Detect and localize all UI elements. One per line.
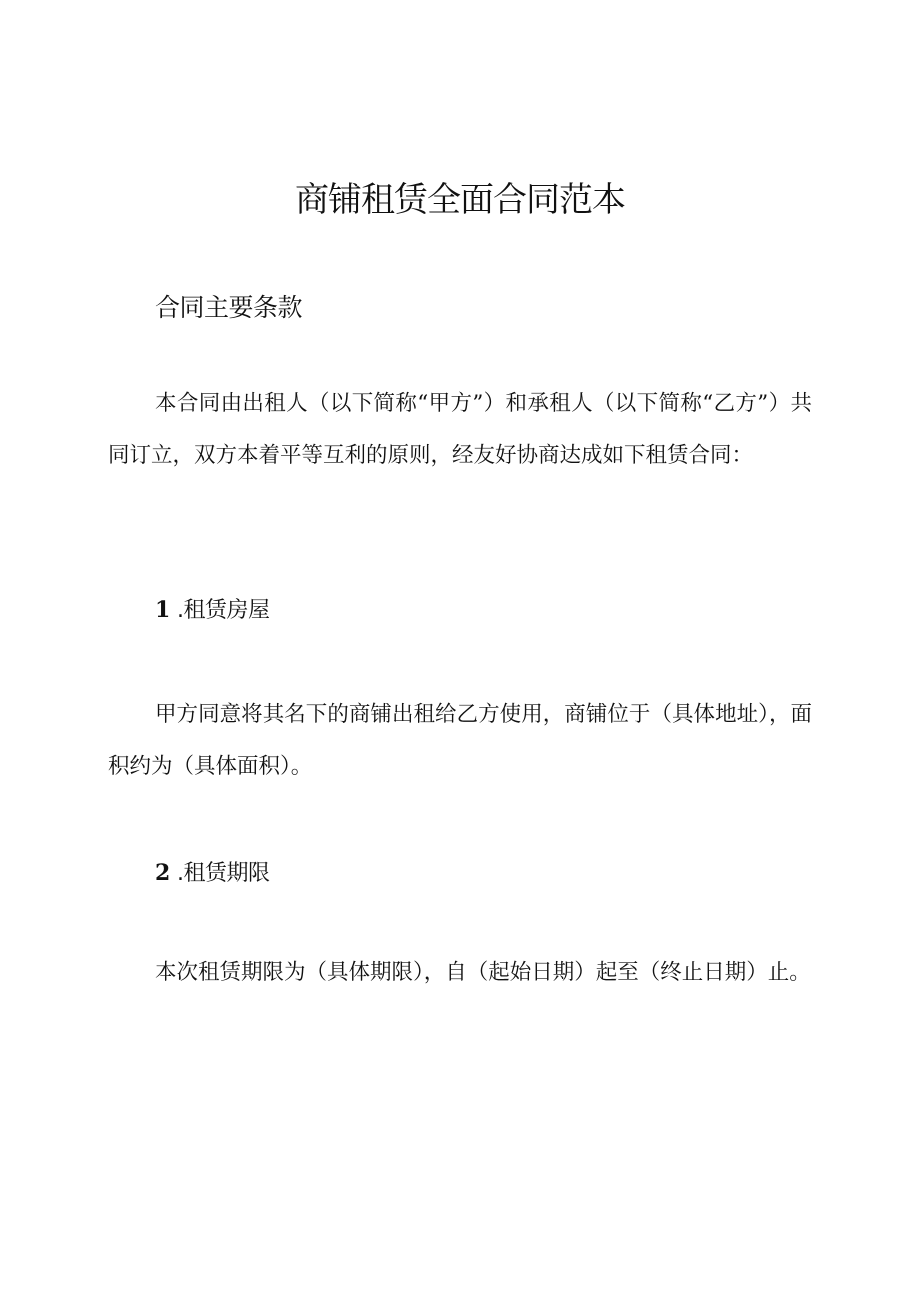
section-heading: 合同主要条款 (155, 293, 303, 322)
intro-paragraph: 本合同由出租人（以下简称“甲方”）和承租人（以下简称“乙方”）共同订立，双方本着平等互利的原则，经友好协商达成如下租赁合同： (108, 391, 812, 468)
clause-body-1: 甲方同意将其名下的商铺出租给乙方使用，商铺位于（具体地址），面积约为（具体面积）。 (108, 702, 812, 779)
clause-number: 1 (155, 597, 171, 623)
document-title: 商铺租赁全面合同范本 (295, 180, 625, 220)
clause-number: 2 (155, 860, 171, 886)
clause-title: .租赁房屋 (177, 598, 270, 623)
clause-body-2: 本次租赁期限为（具体期限），自（起始日期）起至（终止日期）止。 (155, 960, 811, 985)
clause-heading-1 (155, 594, 270, 627)
clause-title: .租赁期限 (177, 861, 270, 886)
clause-heading-2 (155, 857, 270, 890)
